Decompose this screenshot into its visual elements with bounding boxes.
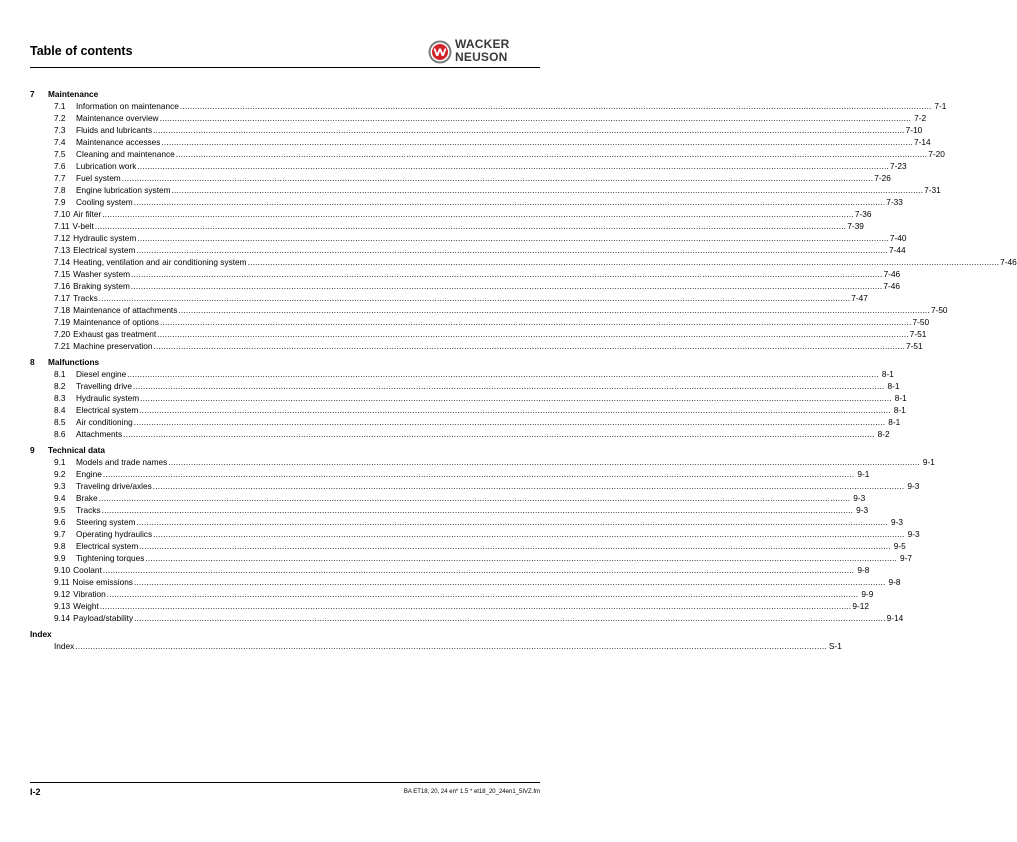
toc-entry-title: Attachments bbox=[76, 429, 123, 439]
toc-entry[interactable] bbox=[30, 380, 900, 392]
toc-entry[interactable] bbox=[30, 528, 920, 540]
toc-dot-leader: ............................................................................................................................................................................................................................................................................................................ bbox=[178, 305, 930, 315]
toc-entry-number: 9.13 bbox=[54, 601, 71, 611]
toc-entry-number: 9.9 bbox=[54, 553, 66, 563]
toc-dot-leader: ............................................................................................................................................................................................................................................................................................................ bbox=[133, 577, 886, 587]
toc-section-number: 7 bbox=[30, 89, 35, 99]
toc-entry[interactable] bbox=[30, 404, 906, 416]
toc-entry-number: 7.18 bbox=[54, 305, 71, 315]
toc-entry-page: 9-8 bbox=[888, 577, 901, 587]
toc-entry-page: 9-5 bbox=[893, 541, 906, 551]
toc-entry-page: 7-40 bbox=[889, 233, 907, 243]
toc-entry-title: Engine bbox=[76, 469, 102, 479]
toc-entry[interactable] bbox=[30, 160, 907, 172]
toc-entry[interactable] bbox=[30, 576, 901, 588]
toc-entry-number: 7.7 bbox=[54, 173, 66, 183]
toc-entry-title: Tracks bbox=[73, 293, 98, 303]
toc-entry[interactable] bbox=[30, 148, 945, 160]
toc-entry-title: Models and trade names bbox=[76, 457, 168, 467]
toc-entry-number: 8.5 bbox=[54, 417, 66, 427]
toc-entry-title: Weight bbox=[73, 601, 99, 611]
footer-divider bbox=[30, 782, 540, 783]
toc-dot-leader: ............................................................................................................................................................................................................................................................................................................ bbox=[139, 541, 891, 551]
toc-entry[interactable] bbox=[30, 428, 890, 440]
toc-entry-title: V-belt bbox=[72, 221, 94, 231]
toc-entry[interactable] bbox=[30, 268, 901, 280]
toc-entry-page: 7-50 bbox=[930, 305, 948, 315]
toc-entry-page: 9-3 bbox=[907, 481, 920, 491]
toc-entry-number: 7.11 bbox=[54, 221, 70, 231]
toc-entry-number: 9.5 bbox=[54, 505, 66, 515]
toc-entry-page: 7-44 bbox=[888, 245, 906, 255]
toc-entry[interactable] bbox=[30, 492, 866, 504]
toc-entry[interactable] bbox=[30, 552, 912, 564]
toc-entry-title: Maintenance of options bbox=[73, 317, 159, 327]
toc-entry-title: Hydraulic system bbox=[76, 393, 140, 403]
toc-entry[interactable] bbox=[30, 244, 906, 256]
toc-entry[interactable] bbox=[30, 328, 927, 340]
toc-entry-page: 7-50 bbox=[912, 317, 930, 327]
toc-entry[interactable] bbox=[30, 232, 907, 244]
toc-entry-page: 9-7 bbox=[899, 553, 912, 563]
toc-dot-leader: ............................................................................................................................................................................................................................................................................................................ bbox=[102, 469, 855, 479]
toc-entry-page: 7-1 bbox=[934, 101, 947, 111]
toc-entry-page: 7-36 bbox=[854, 209, 872, 219]
toc-section-title: Index bbox=[30, 629, 52, 639]
logo-line-2: NEUSON bbox=[455, 50, 508, 64]
toc-entry[interactable] bbox=[30, 124, 923, 136]
toc-entry-number: 9.4 bbox=[54, 493, 66, 503]
toc-entry-title: Noise emissions bbox=[72, 577, 133, 587]
toc-section bbox=[30, 356, 907, 440]
toc-entry[interactable] bbox=[30, 516, 904, 528]
toc-dot-leader: ............................................................................................................................................................................................................................................................................................................ bbox=[145, 553, 897, 563]
toc-entry-title: Electrical system bbox=[73, 245, 136, 255]
toc-entry[interactable] bbox=[30, 196, 903, 208]
toc-entry-number: 9.12 bbox=[54, 589, 71, 599]
toc-dot-leader: ............................................................................................................................................................................................................................................................................................................ bbox=[157, 329, 909, 339]
toc-entry-page: 7-33 bbox=[886, 197, 903, 207]
toc-dot-leader: ............................................................................................................................................................................................................................................................................................................ bbox=[247, 257, 1000, 267]
toc-entry-number: 7.12 bbox=[54, 233, 71, 243]
toc-entry-number: 9.14 bbox=[54, 613, 71, 623]
toc-entry-title: Lubrication work bbox=[76, 161, 137, 171]
toc-dot-leader: ............................................................................................................................................................................................................................................................................................................ bbox=[175, 149, 928, 159]
toc-entry-page: 7-2 bbox=[914, 113, 927, 123]
toc-entry-title: Brake bbox=[76, 493, 98, 503]
toc-entry-title: Maintenance of attachments bbox=[73, 305, 178, 315]
toc-entry[interactable] bbox=[30, 184, 941, 196]
toc-dot-leader: ............................................................................................................................................................................................................................................................................................................ bbox=[137, 233, 889, 243]
toc-section-number: 8 bbox=[30, 357, 35, 367]
toc-dot-leader: ............................................................................................................................................................................................................................................................................................................ bbox=[98, 293, 851, 303]
toc-entry-page: 9-3 bbox=[856, 505, 869, 515]
toc-dot-leader: ............................................................................................................................................................................................................................................................................................................ bbox=[159, 317, 912, 327]
toc-section-title: Maintenance bbox=[48, 89, 99, 99]
toc-entry-number: 8.6 bbox=[54, 429, 66, 439]
toc-section-title: Technical data bbox=[48, 445, 106, 455]
toc-dot-leader: ............................................................................................................................................................................................................................................................................................................ bbox=[133, 417, 886, 427]
toc-section bbox=[30, 444, 935, 624]
toc-entry-title: Steering system bbox=[76, 517, 136, 527]
toc-entry-number: 9.11 bbox=[54, 577, 70, 587]
toc-entry-number: 7.8 bbox=[54, 185, 66, 195]
toc-entry-number: 7.15 bbox=[54, 269, 71, 279]
toc-entry-page: 7-20 bbox=[928, 149, 945, 159]
toc-entry-title: Payload/stability bbox=[73, 613, 134, 623]
toc-entry[interactable] bbox=[30, 340, 923, 352]
toc-entry-title: Fluids and lubricants bbox=[76, 125, 153, 135]
toc-dot-leader: ............................................................................................................................................................................................................................................................................................................ bbox=[132, 381, 885, 391]
toc-entry-title: Electrical system bbox=[76, 541, 139, 551]
toc-dot-leader: ............................................................................................................................................................................................................................................................................................................ bbox=[75, 641, 827, 651]
toc-entry-title: Coolant bbox=[73, 565, 102, 575]
toc-dot-leader: ............................................................................................................................................................................................................................................................................................................ bbox=[136, 245, 888, 255]
toc-entry-page: 7-46 bbox=[883, 269, 901, 279]
toc-entry-number: 7.14 bbox=[54, 257, 71, 267]
toc-dot-leader: ............................................................................................................................................................................................................................................................................................................ bbox=[137, 161, 889, 171]
toc-entry-title: Electrical system bbox=[76, 405, 139, 415]
toc-entry-page: 7-46 bbox=[1000, 257, 1017, 267]
toc-entry-page: 9-3 bbox=[853, 493, 866, 503]
toc-section-title: Malfunctions bbox=[48, 357, 100, 367]
toc-dot-leader: ............................................................................................................................................................................................................................................................................................................ bbox=[130, 281, 883, 291]
toc-entry-page: 9-14 bbox=[886, 613, 904, 623]
toc-entry-title: Washer system bbox=[73, 269, 131, 279]
toc-entry-page: 8-1 bbox=[881, 369, 894, 379]
toc-entry-number: 8.4 bbox=[54, 405, 66, 415]
toc-dot-leader: ............................................................................................................................................................................................................................................................................................................ bbox=[159, 113, 912, 123]
toc-entry[interactable] bbox=[30, 136, 931, 148]
toc-entry-title: Index bbox=[54, 641, 75, 651]
toc-entry-page: 9-3 bbox=[891, 517, 904, 527]
toc-entry[interactable] bbox=[30, 292, 868, 304]
toc-entry-number: 7.17 bbox=[54, 293, 71, 303]
toc-dot-leader: ............................................................................................................................................................................................................................................................................................................ bbox=[98, 493, 851, 503]
wacker-neuson-emblem-icon bbox=[428, 40, 452, 64]
toc-entry[interactable] bbox=[30, 316, 930, 328]
toc-entry-number: 9.2 bbox=[54, 469, 66, 479]
toc-entry[interactable] bbox=[30, 368, 894, 380]
toc-entry-number: 8.3 bbox=[54, 393, 66, 403]
toc-section-heading[interactable] bbox=[30, 88, 540, 100]
toc-entry-number: 9.10 bbox=[54, 565, 71, 575]
footer-document-reference: BA ET18, 20, 24 en* 1.5 * et18_20_24en1_5IVZ.fm bbox=[403, 789, 540, 795]
toc-entry-number: 7.13 bbox=[54, 245, 71, 255]
toc-entry-page: 8-1 bbox=[887, 381, 900, 391]
toc-entry[interactable] bbox=[30, 172, 891, 184]
toc-dot-leader: ............................................................................................................................................................................................................................................................................................................ bbox=[171, 185, 924, 195]
toc-entry[interactable] bbox=[30, 280, 901, 292]
toc-dot-leader: ............................................................................................................................................................................................................................................................................................................ bbox=[133, 197, 886, 207]
toc-dot-leader: ............................................................................................................................................................................................................................................................................................................ bbox=[153, 529, 905, 539]
toc-entry-number: 7.2 bbox=[54, 113, 66, 123]
toc-dot-leader: ............................................................................................................................................................................................................................................................................................................ bbox=[136, 517, 889, 527]
logo-wordmark bbox=[455, 38, 510, 64]
toc-entry-number: 7.19 bbox=[54, 317, 71, 327]
toc-entry-title: Heating, ventilation and air conditioning system bbox=[73, 257, 247, 267]
toc-entry[interactable] bbox=[30, 100, 947, 112]
toc-entry-number: 9.3 bbox=[54, 481, 66, 491]
toc-entry-number: 7.16 bbox=[54, 281, 71, 291]
toc-entry-page: 9-12 bbox=[852, 601, 869, 611]
toc-entry[interactable] bbox=[30, 416, 901, 428]
toc-entry-title: Maintenance accesses bbox=[76, 137, 161, 147]
toc-entry-page: 7-23 bbox=[889, 161, 907, 171]
wacker-neuson-logo bbox=[428, 38, 540, 66]
toc-entry-title: Braking system bbox=[73, 281, 130, 291]
toc-section bbox=[30, 88, 1017, 352]
toc-entry[interactable] bbox=[30, 208, 872, 220]
toc-section-number: 9 bbox=[30, 445, 35, 455]
toc-entry[interactable] bbox=[30, 504, 869, 516]
toc-entry[interactable] bbox=[30, 612, 904, 624]
toc-entry-title: Travelling drive bbox=[76, 381, 132, 391]
toc-entry-title: Vibration bbox=[73, 589, 106, 599]
toc-dot-leader: ............................................................................................................................................................................................................................................................................................................ bbox=[152, 481, 905, 491]
toc-entry[interactable] bbox=[30, 564, 870, 576]
toc-entry-page: 8-1 bbox=[888, 417, 901, 427]
toc-dot-leader: ............................................................................................................................................................................................................................................................................................................ bbox=[131, 269, 883, 279]
toc-entry-number: 7.6 bbox=[54, 161, 66, 171]
toc-entry-number: 7.3 bbox=[54, 125, 66, 135]
toc-entry-number: 8.1 bbox=[54, 369, 66, 379]
table-of-contents bbox=[30, 84, 1017, 652]
toc-section-heading[interactable] bbox=[30, 444, 540, 456]
toc-entry-page: 9-9 bbox=[861, 589, 874, 599]
toc-entry-page: 9-1 bbox=[857, 469, 870, 479]
toc-entry-number: 7.20 bbox=[54, 329, 71, 339]
toc-dot-leader: ............................................................................................................................................................................................................................................................................................................ bbox=[121, 173, 874, 183]
toc-entry-number: 7.9 bbox=[54, 197, 66, 207]
toc-entry-page: 7-51 bbox=[909, 329, 927, 339]
toc-entry[interactable] bbox=[30, 112, 927, 124]
toc-entry[interactable] bbox=[30, 480, 920, 492]
toc-entry-page: S-1 bbox=[828, 641, 842, 651]
toc-entry-title: Tightening torques bbox=[76, 553, 145, 563]
toc-dot-leader: ............................................................................................................................................................................................................................................................................................................ bbox=[106, 589, 859, 599]
toc-entry-title: Information on maintenance bbox=[76, 101, 179, 111]
toc-entry-page: 7-31 bbox=[924, 185, 941, 195]
toc-entry[interactable] bbox=[30, 640, 842, 652]
toc-entry-title: Operating hydraulics bbox=[76, 529, 153, 539]
toc-dot-leader: ............................................................................................................................................................................................................................................................................................................ bbox=[134, 613, 886, 623]
toc-entry-page: 7-39 bbox=[847, 221, 864, 231]
toc-entry[interactable] bbox=[30, 304, 948, 316]
toc-section bbox=[30, 628, 842, 652]
toc-entry-page: 9-3 bbox=[907, 529, 920, 539]
toc-entry-number: 7.21 bbox=[54, 341, 71, 351]
toc-entry-page: 8-2 bbox=[877, 429, 890, 439]
toc-entry[interactable] bbox=[30, 600, 869, 612]
toc-entry[interactable] bbox=[30, 456, 935, 468]
toc-entry-title: Air conditioning bbox=[76, 417, 133, 427]
toc-entry-page: 7-10 bbox=[905, 125, 923, 135]
toc-dot-leader: ............................................................................................................................................................................................................................................................................................................ bbox=[139, 405, 891, 415]
toc-entry[interactable] bbox=[30, 540, 906, 552]
toc-entry-page: 8-1 bbox=[894, 393, 907, 403]
toc-dot-leader: ............................................................................................................................................................................................................................................................................................................ bbox=[161, 137, 913, 147]
toc-entry-page: 9-1 bbox=[922, 457, 935, 467]
toc-dot-leader: ............................................................................................................................................................................................................................................................................................................ bbox=[168, 457, 920, 467]
toc-entry-number: 7.10 bbox=[54, 209, 71, 219]
logo-line-1: WACKER bbox=[455, 37, 510, 51]
toc-entry-number: 9.6 bbox=[54, 517, 66, 527]
toc-entry-page: 7-46 bbox=[883, 281, 901, 291]
toc-entry-number: 9.7 bbox=[54, 529, 66, 539]
toc-entry-page: 7-51 bbox=[906, 341, 923, 351]
toc-entry-title: Cooling system bbox=[76, 197, 133, 207]
toc-entry[interactable] bbox=[30, 392, 907, 404]
toc-dot-leader: ............................................................................................................................................................................................................................................................................................................ bbox=[99, 601, 852, 611]
toc-section-heading[interactable] bbox=[30, 356, 540, 368]
toc-entry-title: Hydraulic system bbox=[73, 233, 137, 243]
toc-entry-title: Machine preservation bbox=[73, 341, 153, 351]
toc-entry-title: Tracks bbox=[76, 505, 101, 515]
toc-dot-leader: ............................................................................................................................................................................................................................................................................................................ bbox=[153, 341, 906, 351]
toc-entry-page: 8-1 bbox=[893, 405, 906, 415]
toc-entry-number: 8.2 bbox=[54, 381, 66, 391]
toc-entry-page: 7-14 bbox=[913, 137, 931, 147]
toc-entry-page: 9-8 bbox=[857, 565, 870, 575]
toc-entry-number: 7.1 bbox=[54, 101, 66, 111]
toc-dot-leader: ............................................................................................................................................................................................................................................................................................................ bbox=[123, 429, 875, 439]
footer-page-number: I-2 bbox=[30, 787, 41, 797]
toc-entry-title: Maintenance overview bbox=[76, 113, 159, 123]
toc-entry-title: Cleaning and maintenance bbox=[76, 149, 175, 159]
page-title: Table of contents bbox=[30, 44, 133, 58]
toc-dot-leader: ............................................................................................................................................................................................................................................................................................................ bbox=[179, 101, 932, 111]
toc-dot-leader: ............................................................................................................................................................................................................................................................................................................ bbox=[127, 369, 879, 379]
toc-entry-page: 7-47 bbox=[851, 293, 868, 303]
toc-entry[interactable] bbox=[30, 256, 1017, 268]
toc-entry[interactable] bbox=[30, 468, 870, 480]
toc-entry-title: Exhaust gas treatment bbox=[73, 329, 157, 339]
toc-dot-leader: ............................................................................................................................................................................................................................................................................................................ bbox=[101, 505, 854, 515]
header-divider bbox=[30, 67, 540, 68]
toc-entry-number: 7.5 bbox=[54, 149, 66, 159]
toc-dot-leader: ............................................................................................................................................................................................................................................................................................................ bbox=[102, 209, 854, 219]
toc-entry-title: Diesel engine bbox=[76, 369, 127, 379]
toc-entry-number: 9.1 bbox=[54, 457, 66, 467]
toc-entry-title: Traveling drive/axles bbox=[76, 481, 152, 491]
toc-dot-leader: ............................................................................................................................................................................................................................................................................................................ bbox=[140, 393, 892, 403]
toc-section-heading[interactable] bbox=[30, 628, 540, 640]
toc-dot-leader: ............................................................................................................................................................................................................................................................................................................ bbox=[153, 125, 905, 135]
toc-entry-number: 9.8 bbox=[54, 541, 66, 551]
toc-entry-number: 7.4 bbox=[54, 137, 66, 147]
toc-entry-title: Engine lubrication system bbox=[76, 185, 171, 195]
toc-entry-page: 7-26 bbox=[874, 173, 891, 183]
toc-entry[interactable] bbox=[30, 588, 874, 600]
toc-entry[interactable] bbox=[30, 220, 864, 232]
toc-entry-title: Fuel system bbox=[76, 173, 121, 183]
toc-entry-title: Air filter bbox=[73, 209, 102, 219]
toc-dot-leader: ............................................................................................................................................................................................................................................................................................................ bbox=[102, 565, 855, 575]
toc-dot-leader: ............................................................................................................................................................................................................................................................................................................ bbox=[94, 221, 847, 231]
